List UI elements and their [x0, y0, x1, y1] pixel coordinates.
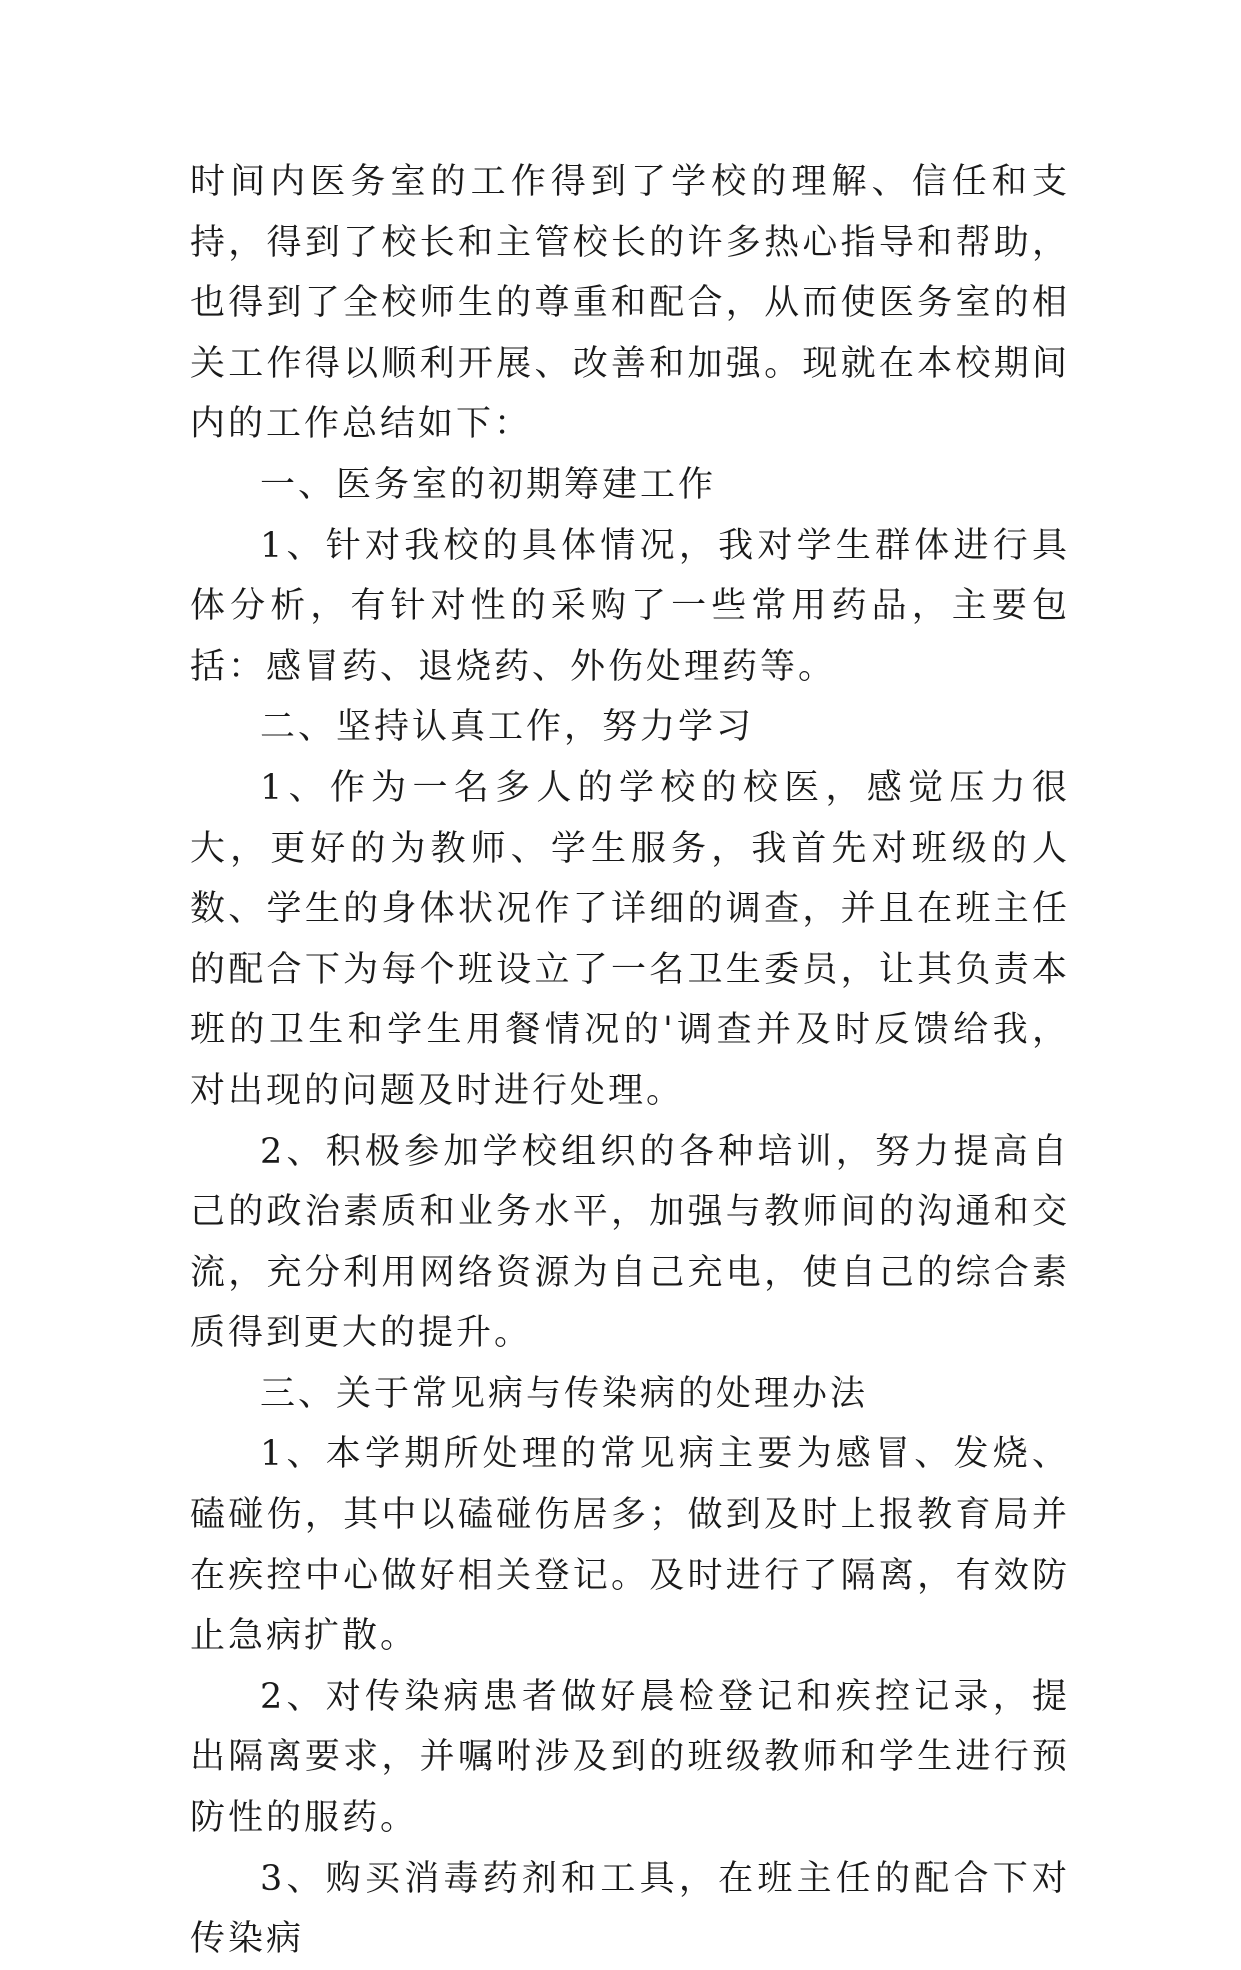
document-body — [190, 152, 1070, 1970]
paragraph-1-1: 1、针对我校的具体情况，我对学生群体进行具体分析，有针对性的采购了一些常用药品，主要包括：感冒药、退烧药、外伤处理药等。 — [190, 525, 1070, 687]
section-heading-2: 二、坚持认真工作，努力学习 — [260, 707, 755, 748]
section-heading-3: 三、关于常见病与传染病的处理办法 — [260, 1373, 869, 1414]
paragraph-intro: 时间内医务室的工作得到了学校的理解、信任和支持，得到了校长和主管校长的许多热心指导和帮助，也得到了全校师生的尊重和配合，从而使医务室的相关工作得以顺利开展、改善和加强。现就在本校期间内的工作总结如下： — [190, 162, 1070, 445]
paragraph-3-1: 1、本学期所处理的常见病主要为感冒、发烧、磕碰伤，其中以磕碰伤居多；做到及时上报教育局并在疾控中心做好相关登记。及时进行了隔离，有效防止急病扩散。 — [190, 1434, 1070, 1657]
paragraph-2-2: 2、积极参加学校组织的各种培训，努力提高自己的政治素质和业务水平，加强与教师间的沟通和交流，充分利用网络资源为自己充电，使自己的综合素质得到更大的提升。 — [190, 1131, 1070, 1354]
section-heading-1: 一、医务室的初期筹建工作 — [260, 464, 717, 505]
paragraph-3-2: 2、对传染病患者做好晨检登记和疾控记录，提出隔离要求，并嘱咐涉及到的班级教师和学生进行预防性的服药。 — [190, 1676, 1070, 1839]
paragraph-2-1: 1、作为一名多人的学校的校医，感觉压力很大，更好的为教师、学生服务，我首先对班级的人数、学生的身体状况作了详细的调查，并且在班主任的配合下为每个班设立了一名卫生委员，让其负责本班的卫生和学生用餐情况的'调查并及时反馈给我，对出现的问题及时进行处理。 — [190, 767, 1070, 1111]
paragraph-3-3: 3、购买消毒药剂和工具，在班主任的配合下对传染病 — [190, 1858, 1070, 1960]
